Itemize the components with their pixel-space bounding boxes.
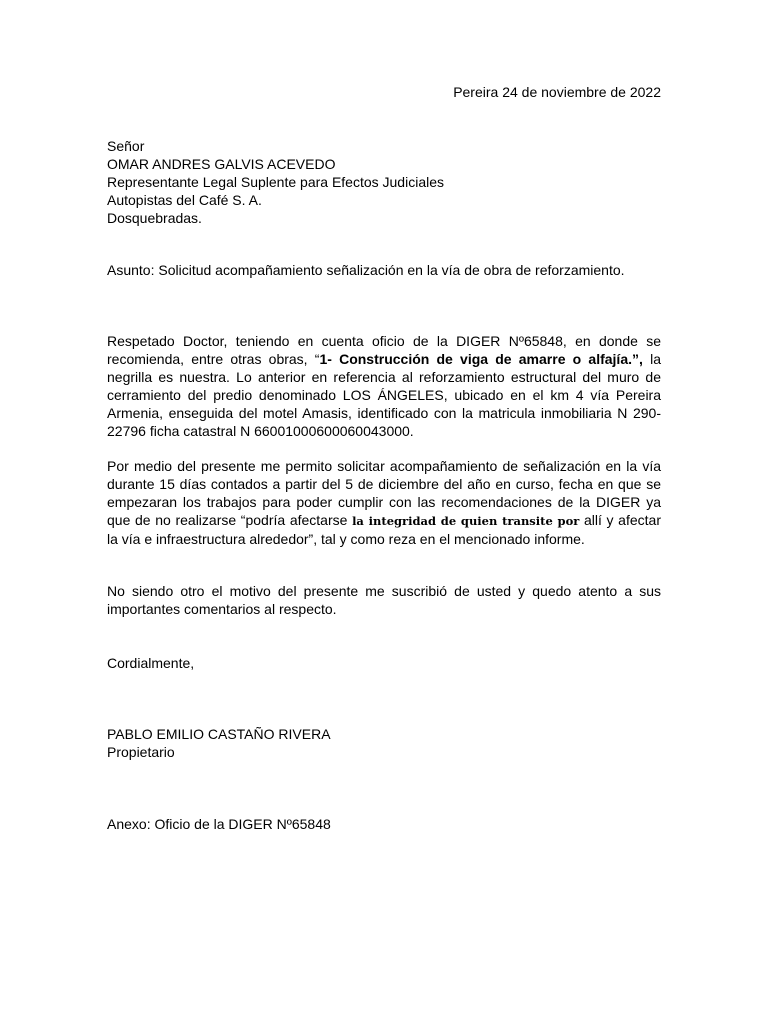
recipient-name: OMAR ANDRES GALVIS ACEVEDO xyxy=(107,156,336,172)
paragraph-1-text-end: la negrilla es nuestra. Lo anterior en referencia al reforzamiento estructural del muro de cerramiento del predio denominado LOS ÁNGELES, ubicado en el km 4 vía Pereira Armenia, enseguida del motel Amasis, identificado con la matricula inmobiliaria N 290-22796 ficha catastral N 66001000600060043000. xyxy=(107,351,661,439)
signature-block xyxy=(107,725,331,761)
recipient-company: Autopistas del Café S. A. xyxy=(107,192,262,208)
letter-date: Pereira 24 de noviembre de 2022 xyxy=(453,84,661,100)
body-paragraph-1 xyxy=(107,332,661,440)
recipient-title: Representante Legal Suplente para Efectos Judiciales xyxy=(107,174,444,190)
paragraph-2-text-end: allí y afectar la vía e infraestructura alrededor”, tal y como reza en el mencionado informe. xyxy=(107,512,661,547)
paragraph-2-quoted-bold: la integridad de quien transite por xyxy=(352,514,580,528)
subject-line: Asunto: Solicitud acompañamiento señalización en la vía de obra de reforzamiento. xyxy=(107,262,625,278)
body-paragraph-2 xyxy=(107,457,661,548)
paragraph-1-text-start: Respetado Doctor, teniendo en cuenta oficio de la DIGER Nº65848, en donde se recomienda, entre otras obras, “ xyxy=(107,333,661,367)
closing: Cordialmente, xyxy=(107,655,195,671)
signer-role: Propietario xyxy=(107,744,175,760)
paragraph-1-bold-quote: 1- Construcción de viga de amarre o alfajía.”, xyxy=(319,351,643,367)
recipient-salutation: Señor xyxy=(107,138,145,154)
signer-name: PABLO EMILIO CASTAÑO RIVERA xyxy=(107,726,331,742)
body-paragraph-3: No siendo otro el motivo del presente me suscribió de usted y quedo atento a sus importantes comentarios al respecto. xyxy=(107,583,661,617)
recipient-city: Dosquebradas. xyxy=(107,210,202,226)
paragraph-2-text-start: Por medio del presente me permito solicitar acompañamiento de señalización en la vía durante 15 días contados a partir del 5 de diciembre del año en curso, fecha en que se empezaran los trabajos para poder cumplir con las recomendaciones de la DIGER ya que de no realizarse “podría afectarse xyxy=(107,458,661,528)
recipient-block xyxy=(107,137,661,227)
annex-line: Anexo: Oficio de la DIGER Nº65848 xyxy=(107,816,331,832)
